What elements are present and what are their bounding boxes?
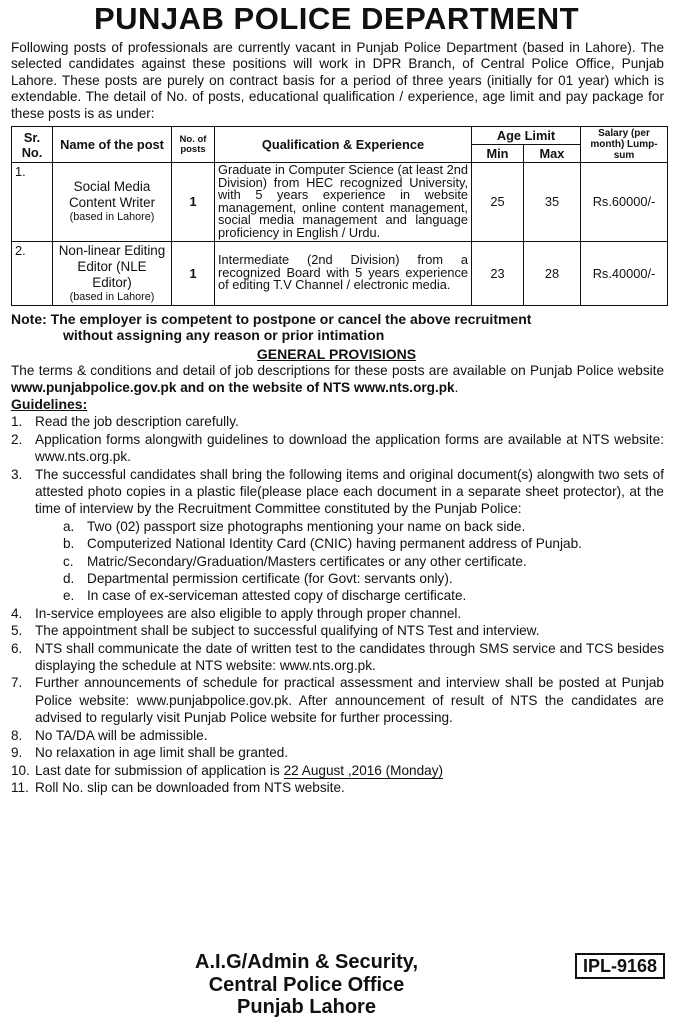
item-number: 11. (11, 779, 29, 795)
item-number: 8. (11, 727, 23, 743)
gp-text-end: . (454, 379, 459, 395)
required-documents-list (35, 518, 664, 605)
post-location: (based in Lahore) (69, 211, 155, 224)
item-letter: b. (63, 536, 75, 552)
general-provisions-text (11, 363, 664, 396)
item-number: 3. (11, 466, 23, 482)
header-age-max: Max (523, 145, 580, 163)
item-text: Two (02) passport size photographs mentioning your name on back side. (87, 518, 526, 534)
sub-list-item (63, 570, 664, 587)
item-letter: c. (63, 553, 74, 569)
cell-qualification: Graduate in Computer Science (at least 2nd Division) from HEC recognized University, with 5 years experience in website management, online content management, social media management and language proficiency in English / Urdu. (215, 163, 472, 242)
item-number: 10. (11, 762, 30, 778)
ipl-reference-badge: IPL-9168 (575, 953, 665, 979)
list-item (11, 727, 664, 744)
cell-sr: 1. (12, 163, 53, 242)
sub-list-item (63, 587, 664, 604)
note-line-2: without assigning any reason or prior intimation (63, 327, 385, 344)
cell-age-min: 25 (472, 163, 524, 242)
last-date: 22 August ,2016 (Monday) (283, 762, 444, 778)
item-number: 5. (11, 623, 23, 639)
footer (0, 951, 673, 1019)
header-sr-no: Sr. No. (12, 127, 53, 163)
table-row (12, 163, 668, 242)
cell-post-name (53, 241, 172, 305)
item-text: No relaxation in age limit shall be granted. (35, 745, 289, 761)
item-number: 7. (11, 675, 23, 691)
item-text: Application forms alongwith guidelines to download the application forms are available at NTS website: www.nts.org.pk. (35, 431, 664, 465)
cell-posts: 1 (172, 163, 215, 242)
list-item (11, 431, 664, 466)
post-name: Social Media Content Writer (68, 179, 156, 211)
page-title: PUNJAB POLICE DEPARTMENT (93, 1, 580, 36)
cell-age-max: 28 (523, 241, 580, 305)
header-salary: Salary (per month) Lump-sum (581, 127, 668, 163)
item-number: 2. (11, 431, 23, 447)
item-letter: d. (63, 571, 75, 587)
list-item (11, 605, 664, 622)
list-item (11, 466, 664, 605)
item-text: The successful candidates shall bring the following items and original document(s) alongwith two sets of attested photo copies in a plastic file(please place each document in a separate sheet protector), at the time of interview by the Recruitment Committee constituted by the Punjab Police: (35, 466, 664, 517)
cell-posts: 1 (172, 241, 215, 305)
general-provisions-title: GENERAL PROVISIONS (256, 346, 417, 363)
list-item (11, 622, 664, 639)
item-text: Computerized National Identity Card (CNIC) having permanent address of Punjab. (87, 536, 582, 552)
cell-salary: Rs.40000/- (581, 241, 668, 305)
item-text: No TA/DA will be admissible. (35, 727, 208, 743)
item-text: Read the job description carefully. (35, 414, 239, 430)
signatory-line-3: Punjab Lahore (237, 996, 376, 1018)
cell-sr: 2. (12, 241, 53, 305)
table-header-row (12, 127, 668, 145)
nts-website-link[interactable]: www.nts.org.pk (353, 379, 455, 395)
header-qualification: Qualification & Experience (215, 127, 472, 163)
item-text: In-service employees are also eligible to apply through proper channel. (35, 605, 462, 621)
punjab-police-website-link[interactable]: www.punjabpolice.gov.pk (11, 379, 177, 395)
item-number: 4. (11, 605, 23, 621)
sub-list-item (63, 518, 664, 535)
header-no-of-posts: No. of posts (172, 127, 215, 163)
header-age-min: Min (472, 145, 524, 163)
header-post-name: Name of the post (53, 127, 172, 163)
cell-post-name (53, 163, 172, 242)
list-item (11, 762, 664, 779)
item-text: Roll No. slip can be downloaded from NTS website. (35, 779, 345, 795)
item-text: The appointment shall be subject to successful qualifying of NTS Test and interview. (35, 623, 540, 639)
item-text: NTS shall communicate the date of written test to the candidates through SMS service and TCS besides displaying the schedule at NTS website: www.nts.org.pk. (35, 640, 664, 674)
sub-list-item (63, 553, 664, 570)
table-row (12, 241, 668, 305)
item-number: 9. (11, 745, 23, 761)
signatory-line-1: A.I.G/Admin & Security, (195, 951, 418, 973)
item-number: 1. (11, 414, 23, 430)
guidelines-list (7, 413, 666, 796)
cell-age-max: 35 (523, 163, 580, 242)
gp-text-mid: and on the website of NTS (180, 379, 351, 395)
post-location: (based in Lahore) (69, 290, 155, 303)
item-text: Departmental permission certificate (for Govt: servants only). (87, 571, 453, 587)
item-letter: e. (63, 588, 75, 604)
note-line-1: Note: The employer is competent to postpone or cancel the above recruitment (11, 310, 532, 327)
item-text: In case of ex-serviceman attested copy of discharge certificate. (87, 588, 467, 604)
sub-list-item (63, 535, 664, 552)
post-name: Non-linear Editing Editor (NLE Editor) (58, 242, 166, 290)
cell-qualification: Intermediate (2nd Division) from a recognized Board with 5 years experience of editing T.V Channel / electronic media. (215, 241, 472, 305)
list-item (11, 744, 664, 761)
item-text: Matric/Secondary/Graduation/Masters certificates or any other certificate. (87, 553, 527, 569)
cell-salary: Rs.60000/- (581, 163, 668, 242)
guidelines-heading: Guidelines: (11, 396, 88, 413)
gp-text-before: The terms & conditions and detail of job descriptions for these posts are available on Punjab Police website (11, 363, 664, 379)
item-text: Last date for submission of application is (35, 762, 280, 778)
item-letter: a. (63, 518, 75, 534)
note (11, 311, 664, 345)
list-item (11, 674, 664, 726)
header-age-limit: Age Limit (472, 127, 581, 145)
item-number: 6. (11, 640, 23, 656)
list-item (11, 413, 664, 430)
signatory-line-2: Central Police Office (208, 973, 405, 996)
posts-table (11, 126, 668, 306)
cell-age-min: 23 (472, 241, 524, 305)
list-item (11, 779, 664, 796)
item-text: Further announcements of schedule for practical assessment and interview shall be posted at Punjab Police website: www.punjabpolice.gov.pk. After announcement of result of NTS the candidates are advised to regularly visit Punjab Police website for further processing. (35, 675, 664, 726)
intro-paragraph: Following posts of professionals are currently vacant in Punjab Police Department (based in Lahore). The selected candidates against these positions will work in DPR Branch, of Central Police Office, Punjab Lahore. These posts are purely on contract basis for a period of three years (initially for 01 year) which is extendable. The detail of No. of posts, educational qualification / experience, age limit and pay package for these posts is as under: (11, 40, 664, 121)
list-item (11, 640, 664, 675)
